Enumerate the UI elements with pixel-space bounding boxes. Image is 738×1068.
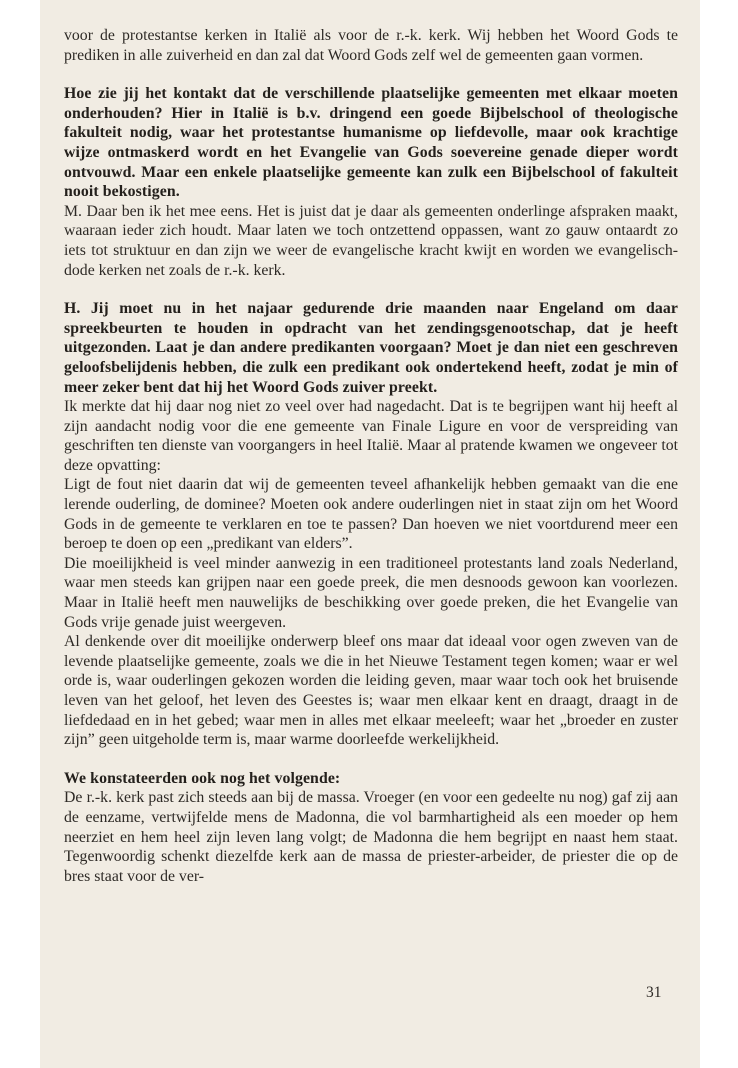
answer-finale-ligure: Ik merkte dat hij daar nog niet zo veel over had nagedacht. Dat is te begrijpen want hij heeft al zijn aandacht nodig voor die ene gemeente van Finale Ligure en voor de verspreiding van geschriften ten dienste van voorgangers in heel Italië. Maar al pratende kwamen we ongeveer tot deze opvatting: — [64, 398, 678, 474]
answer-rk-church-masses: De r.-k. kerk past zich steeds aan bij de massa. Vroeger (en voor een gedeelte nu nog) gaf zij aan de eenzame, vertwijfelde mens de Madonna, die vol barmhartigheid als een moeder op hem neerziet en hem heel zijn leven lang volgt; de Madonna die hem begrijpt en naast hem staat. Tegenwoordig schenkt diezelfde kerk aan de massa de priester-arbeider, de priester die op de bres staat voor de ver- — [64, 789, 678, 885]
page-number: 31 — [646, 984, 662, 1001]
paragraph-intro: voor de protestantse kerken in Italië als voor de r.-k. kerk. Wij hebben het Woord Gods te prediken in alle zuiverheid en dan zal dat Woord Gods zelf wel de gemeenten gaan vormen. — [64, 27, 678, 64]
section-heading-observations: We konstateerden ook nog het volgende: — [64, 769, 341, 787]
answer-living-congregation: Al denkende over dit moeilijke onderwerp bleef ons maar dat ideaal voor ogen zweven van de levende plaatselijke gemeente, zoals we die in het Nieuwe Testament tegen komen; waar er wel orde is, waar ouderlingen gekozen worden die leiding geven, maar waar toch ook het bruisende leven van het geloof, het leven des Geestes is; waar men elkaar kent en draagt, draagt in de liefdedaad en in het gebed; waar men in alles met elkaar meeleeft; waar het „broeder en zuster zijn” geen uitgeholde term is, maar warme doorleefde werkelijkheid. — [64, 633, 678, 749]
question-england-preachers: H. Jij moet nu in het najaar gedurende drie maanden naar Engeland om daar spreekbeurten te houden in opdracht van het zendingsgenootschap, dat je heeft uitgezonden. Laat je dan andere predikanten voorgaan? Moet je dan niet een geschreven geloofsbelijdenis hebben, die zulk een predikant ook ondertekend heeft, zodat je min of meer zeker bent dat hij het Woord Gods zuiver preekt. — [64, 300, 678, 396]
question-contact-between-churches: Hoe zie jij het kontakt dat de verschillende plaatselijke gemeenten met elkaar moeten onderhouden? Hier in Italië is b.v. dringend een goede Bijbelschool of theologische fakulteit nodig, waar het protestantse humanisme op liefdevolle, maar ook krachtige wijze ontmaskerd wordt en het Evangelie van Gods soevereine genade dieper wordt ontvouwd. Maar een enkele plaatselijke gemeente kan zulk een Bijbelschool of fakulteit nooit bekostigen. — [64, 85, 678, 201]
book-page — [40, 0, 700, 1068]
answer-traditional-protestant-land: Die moeilijkheid is veel minder aanwezig in een traditioneel protestants land zoals Nederland, waar men steeds kan grijpen naar een goede preek, die men desnoods gewoon kan voorlezen. Maar in Italië heeft men nauwelijks de beschikking over goede preken, die het Evangelie van Gods vrije genade juist weergeven. — [64, 554, 678, 631]
body-text — [64, 26, 678, 886]
answer-teaching-elder: Ligt de fout niet daarin dat wij de gemeenten teveel afhankelijk hebben gemaakt van die ene lerende ouderling, de dominee? Moeten ook andere ouderlingen niet in staat zijn om het Woord Gods in de gemeente te verklaren en toe te passen? Dan hoeven we niet voortdurend meer een beroep te doen op een „predikant van elders”. — [64, 476, 678, 553]
answer-agreements: M. Daar ben ik het mee eens. Het is juist dat je daar als gemeenten onderlinge afspraken maakt, waaraan ieder zich houdt. Maar laten we toch ontzettend oppassen, want zo gauw ontaardt zo iets tot struktuur en dan zijn we weer de evangelische kracht kwijt en worden we evangelisch-dode kerken net zoals de r.-k. kerk. — [64, 202, 678, 279]
